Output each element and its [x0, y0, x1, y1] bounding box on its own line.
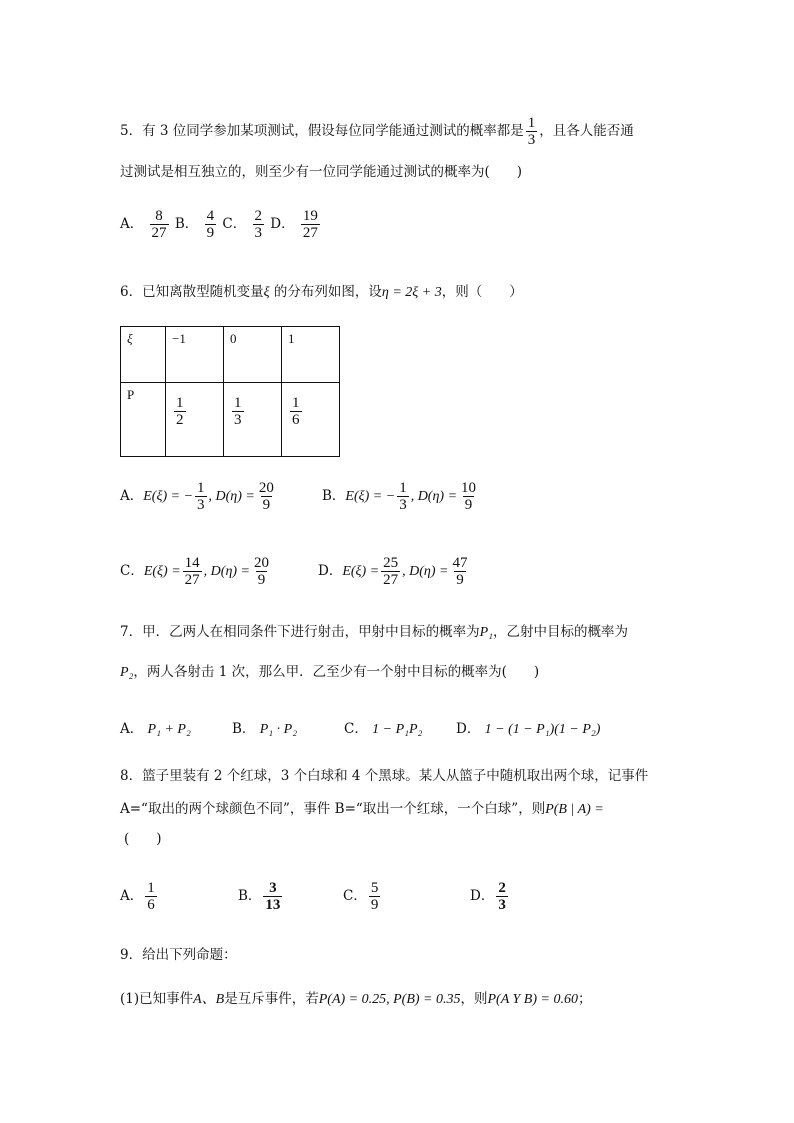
- table-row: [121, 383, 340, 457]
- q7-option-c: C． 1 − P₁P₂: [344, 721, 423, 737]
- distribution-table: [120, 326, 340, 457]
- table-cell: 0: [224, 327, 282, 383]
- q6-option-c: C．E(ξ) = $\frac{14}{27}$ , D(η) = $\frac{20}{9}$: [120, 555, 269, 588]
- q7-line2: P₂，两人各射击 1 次，那么甲．乙至少有一个射中目标的概率为( ): [120, 664, 540, 680]
- q9-line1: 9．给出下列命题：: [120, 947, 237, 963]
- q5-option-b-label: B．: [174, 216, 199, 232]
- q7-option-d: D． 1 − (1 − P₁)(1 − P₂): [456, 721, 601, 737]
- table-cell: P: [121, 383, 166, 457]
- table-cell: ξ: [121, 327, 166, 383]
- table-cell: [224, 383, 282, 457]
- q9-item1: (1)已知事件A、B是互斥事件，若P(A) = 0.25, P(B) = 0.35，则P(A Y B) = 0.60；: [120, 991, 592, 1007]
- q5-option-c: $\frac{2}{3}$: [254, 208, 262, 241]
- q7-line1: 7．甲．乙两人在相同条件下进行射击，甲射中目标的概率为P₁，乙射中目标的概率为: [120, 624, 629, 640]
- table-cell: [166, 383, 224, 457]
- table-cell: −1: [166, 327, 224, 383]
- q5-option-d: $\frac{19}{27}$: [302, 208, 318, 241]
- table-cell: 1: [282, 327, 340, 383]
- q5-line2: 过测试是相互独立的，则至少有一位同学能通过测试的概率为( ): [120, 164, 523, 180]
- q5-line1-post: ，且各人能否通: [539, 123, 634, 139]
- q6-option-a: A．E(ξ) = − $\frac{1}{3}$ , D(η) = $\frac{20}{9}$: [120, 480, 274, 513]
- table-cell: [282, 383, 340, 457]
- q5-line1-pre: 5．有 3 位同学参加某项测试，假设每位同学能通过测试的概率都是: [120, 123, 524, 139]
- q5-fraction: $\frac{1}{3}$: [527, 115, 536, 148]
- q5-options: [120, 208, 322, 241]
- q8-line1: 8．篮子里装有 2 个红球，3 个白球和 4 个黑球。某人从篮子中随机取出两个球，记事件: [120, 768, 649, 784]
- q8-option-c: C． $\frac{5}{9}$: [343, 880, 379, 913]
- q6-option-b: B．E(ξ) = − $\frac{1}{3}$ , D(η) = $\frac{10}{9}$: [322, 480, 477, 513]
- q6-option-d: D．E(ξ) = $\frac{25}{27}$ , D(η) = $\frac{47}{9}$: [318, 555, 468, 588]
- q8-option-b: B． $\frac{3}{13}$: [238, 880, 281, 913]
- prob-fraction: $\frac{1}{2}$: [176, 395, 184, 428]
- prob-fraction: $\frac{1}{3}$: [234, 395, 242, 428]
- q7-option-a: A． P₁ + P₂: [120, 721, 191, 737]
- q5-option-d-label: D．: [270, 216, 295, 232]
- q6-stem: 6．已知离散型随机变量ξ 的分布列如图，设η = 2ξ + 3，则（ ）: [120, 284, 523, 300]
- prob-fraction: $\frac{1}{6}$: [292, 395, 300, 428]
- q5-option-b: $\frac{4}{9}$: [206, 208, 215, 241]
- q8-line3: ( ): [124, 831, 162, 847]
- q5-option-a: $\frac{8}{27}$: [151, 208, 167, 241]
- q5-option-a-label: A．: [120, 216, 144, 232]
- q8-option-a: A． $\frac{1}{6}$: [120, 880, 155, 913]
- q8-option-d: D． $\frac{2}{3}$: [470, 880, 506, 913]
- q6-eq: η = 2ξ + 3: [381, 285, 442, 300]
- q5-line1: [120, 115, 634, 148]
- q8-line2: A=“取出的两个球颜色不同”，事件 B=“取出一个红球，一个白球”，则P(B | A) =: [120, 801, 604, 817]
- table-row: [121, 327, 340, 383]
- q7-option-b: B． P₁ · P₂: [232, 721, 298, 737]
- q5-option-c-label: C．: [222, 216, 247, 232]
